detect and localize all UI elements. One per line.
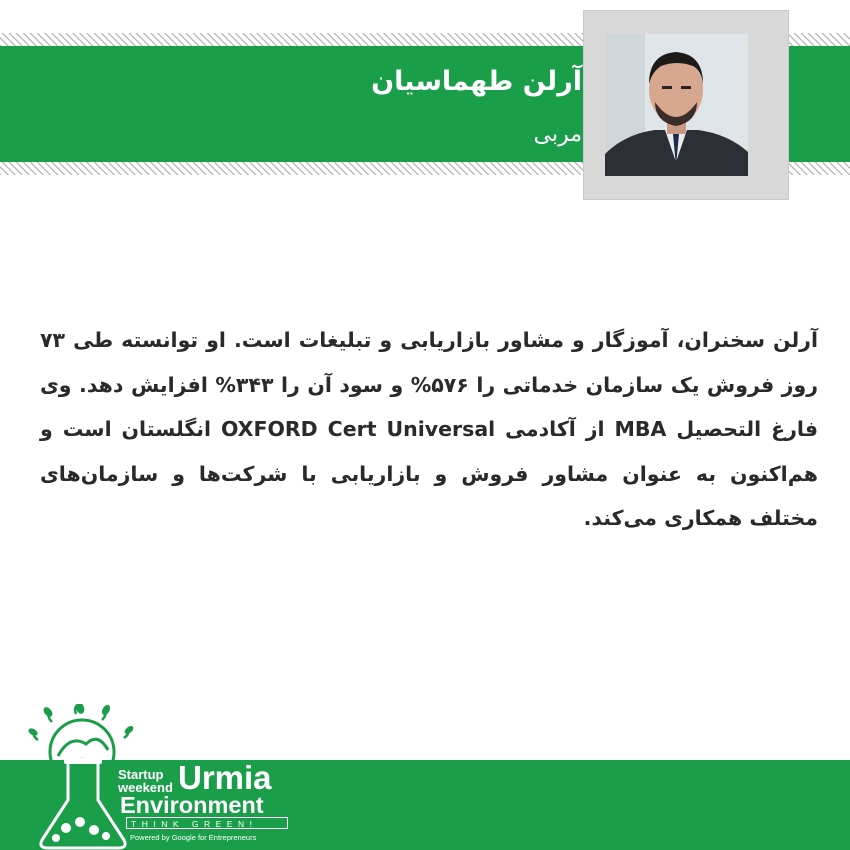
speaker-name: آرلن طهماسیان xyxy=(371,66,582,97)
logo-startup-text: Startup xyxy=(118,767,164,782)
bio-paragraph: آرلن سخنران، آموزگار و مشاور بازاریابی و تبلیغات است. او توانسته طی ۷۳ روز فروش یک سازمان خدماتی را ۵۷۶% و سود آن را ۳۴۳% افزایش دهد. وی فارغ التحصیل MBA از آکادمی OXFORD Cert Universal انگلستان است و هم‌اکنون به عنوان مشاور فروش و بازاریابی با شرکت‌ها و سازمان‌های مختلف همکاری می‌کند. xyxy=(40,328,819,530)
logo-powered-by: Powered by Google for Entrepreneurs xyxy=(130,833,257,842)
logo-tagline: THINK GREEN! xyxy=(126,817,288,829)
speaker-photo xyxy=(605,34,748,176)
logo-city-text: Urmia xyxy=(178,759,272,796)
photo-frame xyxy=(583,10,789,200)
startup-weekend-logo xyxy=(28,704,303,850)
speaker-role: مربی xyxy=(533,122,582,147)
logo-theme-text: Environment xyxy=(120,792,264,818)
logo-weekend-text: weekend xyxy=(118,780,173,795)
